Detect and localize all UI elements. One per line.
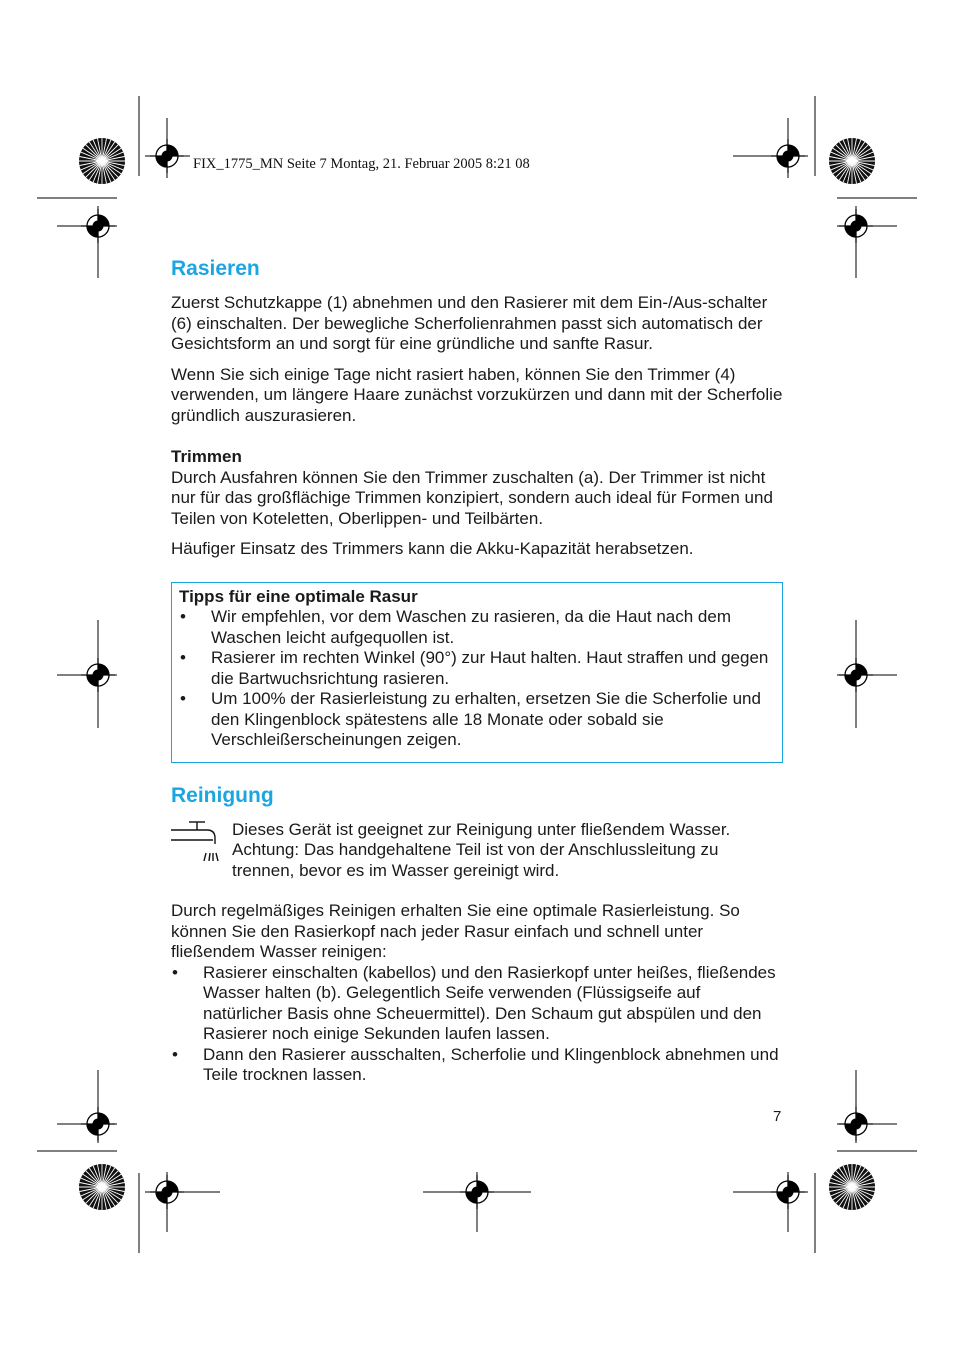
- list-item: • Rasierer im rechten Winkel (90°) zur Haut halten. Haut straffen und gegen die Bartwuchsrichtung rasieren.: [179, 648, 772, 689]
- trimmen-paragraph-2: Häufiger Einsatz des Trimmers kann die Akku-Kapazität herabsetzen.: [171, 539, 694, 558]
- page-number: 7: [773, 1108, 782, 1125]
- trimmen-paragraph-1: Durch Ausfahren können Sie den Trimmer zuschalten (a). Der Trimmer ist nicht nur für das großflächige Trimmen konzipiert, sondern auch ideal für Formen und Teilen von Koteletten, Oberlippen- und Teilbärten.: [171, 467, 773, 528]
- list-item: • Wir empfehlen, vor dem Waschen zu rasieren, da die Haut nach dem Waschen leicht aufgequollen ist.: [179, 607, 772, 648]
- section-title-rasieren: Rasieren: [171, 257, 260, 280]
- subheading-trimmen: Trimmen: [171, 447, 242, 466]
- tips-title: Tipps für eine optimale Rasur: [179, 586, 418, 606]
- page-content: [171, 256, 783, 1086]
- rasieren-paragraph-1: Zuerst Schutzkappe (1) abnehmen und den Rasierer mit dem Ein-/Aus-schalter (6) einschalten. Der bewegliche Scherfolienrahmen passt sich automatisch der Gesichtsform an und sorgt für eine gründliche und sanfte Rasur.: [171, 293, 768, 353]
- water-notice-text: Dieses Gerät ist geeignet zur Reinigung unter fließendem Wasser. Achtung: Das handgehaltene Teil ist von der Anschlussleitung zu trennen, bevor es im Wasser gereinigt wird.: [232, 819, 731, 880]
- list-item: • Um 100% der Rasierleistung zu erhalten, ersetzen Sie die Scherfolie und den Klingenblock spätestens alle 18 Monate oder sobald sie Verschleißerscheinungen zeigen.: [179, 689, 772, 751]
- print-header-line: FIX_1775_MN Seite 7 Montag, 21. Februar 2005 8:21 08: [193, 156, 530, 172]
- water-notice: [171, 820, 783, 882]
- list-item: • Dann den Rasierer ausschalten, Scherfolie und Klingenblock abnehmen und Teile trocknen lassen.: [171, 1045, 783, 1086]
- reinigung-paragraph-1: Durch regelmäßiges Reinigen erhalten Sie eine optimale Rasierleistung. So können Sie den Rasierkopf nach jeder Rasur einfach und schnell unter fließendem Wasser reinigen:: [171, 901, 740, 961]
- list-item: • Rasierer einschalten (kabellos) und den Rasierkopf unter heißes, fließendes Wasser halten (b). Gelegentlich Seife verwenden (Flüssigseife auf natürlicher Basis ohne Scheuermittel). Den Schaum gut abspülen und den Rasierer noch einige Sekunden laufen lassen.: [171, 963, 783, 1045]
- section-title-reinigung: Reinigung: [171, 783, 274, 807]
- tips-list: [179, 607, 772, 751]
- rasieren-paragraph-2: Wenn Sie sich einige Tage nicht rasiert haben, können Sie den Trimmer (4) verwenden, um längere Haare zunächst vorzukürzen und dann mit der Scherfolie gründlich auszurasieren.: [171, 364, 783, 425]
- running-water-icon: [171, 820, 232, 868]
- reinigung-list: [171, 963, 783, 1086]
- tips-box: [171, 582, 783, 763]
